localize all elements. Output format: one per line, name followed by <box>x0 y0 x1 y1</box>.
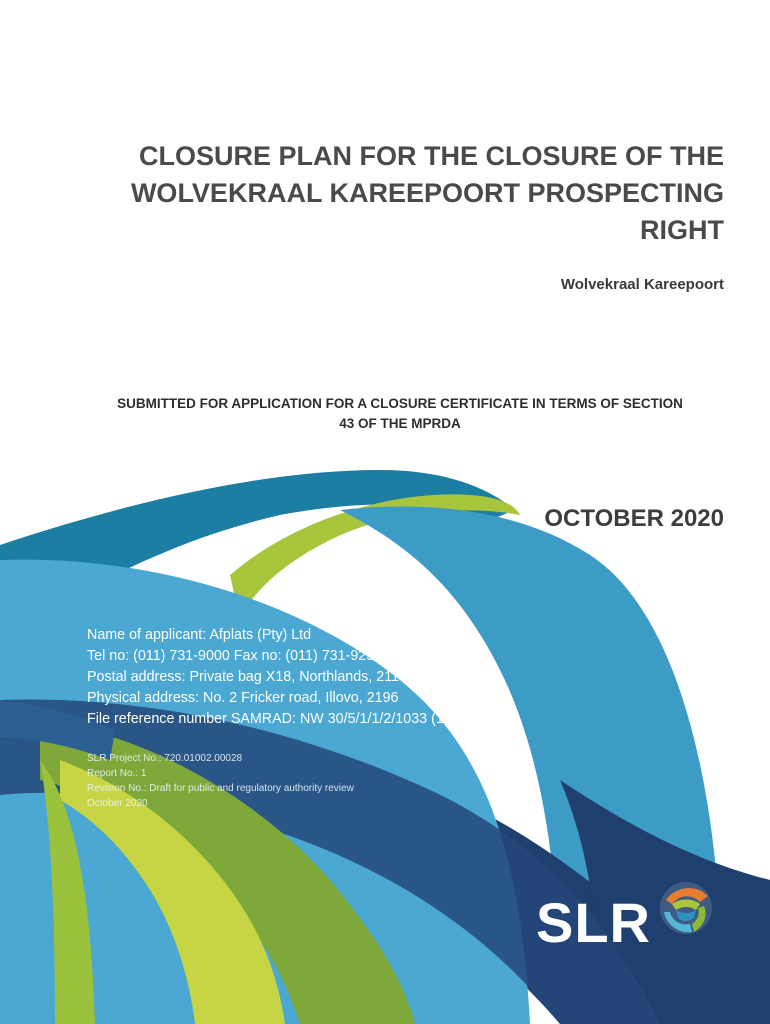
globe-icon <box>656 878 716 938</box>
slr-logo <box>536 878 726 968</box>
applicant-details <box>87 625 504 730</box>
revision-number: Revision No.: Draft for public and regulatory authority review <box>87 783 354 794</box>
submission-line-2: 43 OF THE MPRDA <box>339 416 461 431</box>
project-details <box>87 751 354 811</box>
document-subtitle: Wolvekraal Kareepoort <box>560 276 724 293</box>
document-title: CLOSURE PLAN FOR THE CLOSURE OF THE WOLVEKRAAL KAREEPOORT PROSPECTING RIGHT <box>130 141 724 245</box>
document-date: OCTOBER 2020 <box>544 505 724 532</box>
submission-line-1: SUBMITTED FOR APPLICATION FOR A CLOSURE CERTIFICATE IN TERMS OF SECTION <box>117 396 683 411</box>
project-date: October 2020 <box>87 798 148 809</box>
submission-statement <box>80 394 720 434</box>
applicant-name: Name of applicant: Afplats (Pty) Ltd <box>87 627 312 643</box>
applicant-physical-address: Physical address: No. 2 Fricker road, Illovo, 2196 <box>87 690 399 706</box>
applicant-tel: Tel no: (011) 731-9000 Fax no: (011) 731-9254 <box>87 648 383 664</box>
applicant-postal-address: Postal address: Private bag X18, Northlands, 2116 <box>87 669 408 685</box>
slr-logo-text: SLR <box>536 891 651 954</box>
applicant-file-reference: File reference number SAMRAD: NW 30/5/1/1/2/1033 (10707) PR <box>87 711 505 727</box>
report-number: Report No.: 1 <box>87 768 147 779</box>
project-number: SLR Project No.: 720.01002.00028 <box>87 753 243 764</box>
